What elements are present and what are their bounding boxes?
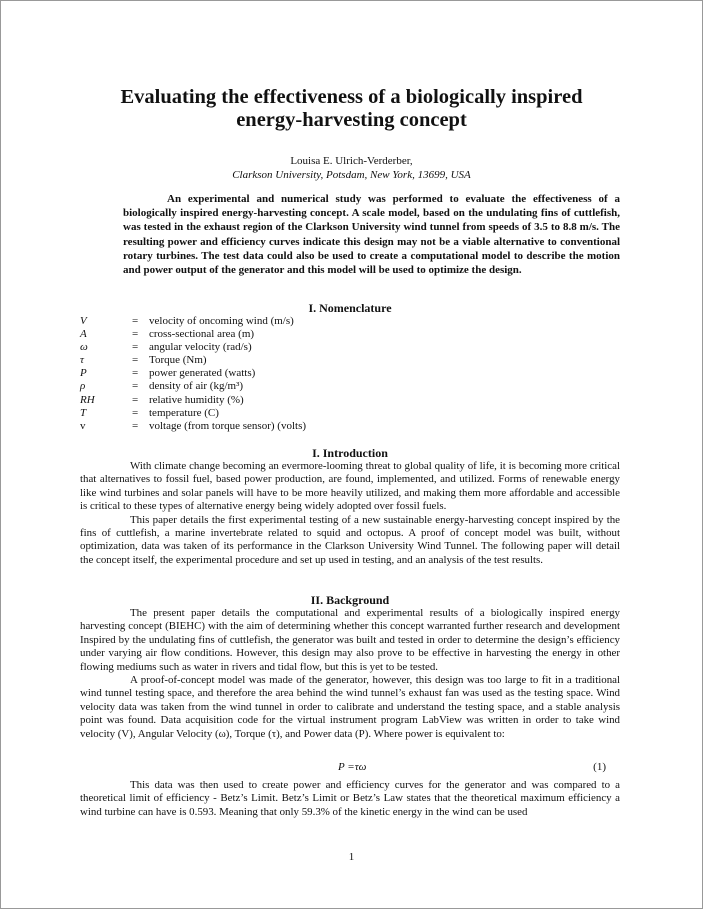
nomenclature-heading: I. Nomenclature <box>308 301 392 315</box>
nomenclature-symbol: T <box>80 406 87 419</box>
paragraph: With climate change becoming an evermore-looming threat to global quality of life, it is becoming more critical that alternatives to fossil fuel, based power production, are found, implemented, and utilized. Forms of renewable energy like wind turbines and solar panels will have to be more heavily utilized, and making them more affordable and accessible is critical to these types of alternative energy being widely adopted over fossil fuels. <box>80 460 620 513</box>
nomenclature-symbol: RH <box>80 393 95 406</box>
title-line-2: energy-harvesting concept <box>236 109 467 131</box>
nomenclature-row <box>80 315 306 328</box>
author-name: Louisa E. Ulrich-Verderber, <box>290 155 413 167</box>
background-body-continued <box>80 779 620 819</box>
equals-sign: = <box>132 419 139 432</box>
title-line-1: Evaluating the effectiveness of a biologically inspired <box>120 86 583 108</box>
affiliation: Clarkson University, Potsdam, New York, 13699, USA <box>232 168 471 181</box>
nomenclature-symbol: V <box>80 315 87 327</box>
nomenclature-list <box>80 315 306 433</box>
nomenclature-row <box>80 420 306 433</box>
nomenclature-row <box>80 407 306 420</box>
paragraph: This data was then used to create power and efficiency curves for the generator and was compared to a theoretical limit of efficiency - Betz’s Limit. Betz’s Limit or Betz’s Law states that the theoretical maximum efficiency a wind turbine can have is 0.593. Meaning that only 59.3% of the kinetic energy in the wind can be used <box>80 779 620 818</box>
background-body <box>80 607 620 741</box>
introduction-heading: I. Introduction <box>312 446 388 460</box>
background-heading: II. Background <box>310 593 390 607</box>
nomenclature-row <box>80 328 306 341</box>
paper-title <box>60 86 643 132</box>
nomenclature-symbol: P <box>80 367 87 380</box>
nomenclature-row <box>80 367 306 380</box>
paragraph: The present paper details the computational and experimental results of a biologically inspired energy harvesting concept (BIEHC) with the aim of determining whether this concept warranted further research and development Inspired by the undulating fins of cuttlefish, the generator was built and tested in order to determine the design’s efficiency under varying air flow conditions. However, this design may also prove to be effective in harvesting the energy in other flowing mediums such as water in rivers and tidal flow, but this is yet to be tested. <box>80 607 620 673</box>
paragraph: A proof-of-concept model was made of the generator, however, this design was too large to fit in a traditional wind tunnel testing space, and therefore the area behind the wind tunnel’s exhaust fan was used as the testing space. Wind velocity data was taken from the wind tunnel in order to calibrate and understand the testing space, and a stable analysis point was found. Data acquisition code for the virtual instrument program LabView was written in order to take wind velocity (V), Angular Velocity (ω), Torque (τ), and Power data (P). Where power is equivalent to: <box>80 674 620 740</box>
equals-sign: = <box>132 380 139 393</box>
nomenclature-symbol: τ <box>80 354 84 367</box>
equals-sign: = <box>132 406 139 419</box>
nomenclature-symbol: ρ <box>80 380 86 393</box>
nomenclature-definition: velocity of oncoming wind (m/s) <box>149 315 294 327</box>
nomenclature-row <box>80 354 306 367</box>
nomenclature-definition: voltage (from torque sensor) (volts) <box>149 419 307 432</box>
nomenclature-symbol: A <box>80 328 87 341</box>
equals-sign: = <box>132 367 139 380</box>
equals-sign: = <box>132 315 139 327</box>
equals-sign: = <box>132 341 139 354</box>
nomenclature-definition: cross-sectional area (m) <box>149 328 255 341</box>
abstract: An experimental and numerical study was performed to evaluate the effectiveness of a biologically inspired energy-harvesting concept. A scale model, based on the undulating fins of cuttlefish, was tested in the exhaust region of the Clarkson University wind tunnel from speeds of 3.5 to 8.8 m/s. The resulting power and efficiency curves indicate this design may not be a viable alternative to conventional rotary turbines. The test data could also be used to create a computational model to describe the motion and power output of the generator and this model will be used to optimize the design. <box>123 193 620 277</box>
equation-number: (1) <box>593 761 606 773</box>
nomenclature-definition: power generated (watts) <box>149 367 256 380</box>
equation-formula: P =τω <box>338 761 367 773</box>
nomenclature-definition: temperature (C) <box>149 406 219 419</box>
equals-sign: = <box>132 328 139 341</box>
equals-sign: = <box>132 393 139 406</box>
equals-sign: = <box>132 354 139 367</box>
introduction-body <box>80 460 620 567</box>
nomenclature-row <box>80 380 306 393</box>
nomenclature-symbol: ω <box>80 341 88 354</box>
paragraph: This paper details the first experimental testing of a new sustainable energy-harvesting concept inspired by the fins of cuttlefish, a marine invertebrate related to squid and octopus. A proof of concept model was built, without optimization, data was taken of its performance in the Clarkson University Wind Tunnel. The following paper will detail the concept itself, the experimental procedure and set up used in testing, and an analysis of the test results. <box>80 513 620 566</box>
nomenclature-row <box>80 341 306 354</box>
page-number: 1 <box>348 851 355 863</box>
nomenclature-definition: angular velocity (rad/s) <box>149 341 252 354</box>
author-block <box>60 155 643 182</box>
nomenclature-definition: density of air (kg/m³) <box>149 380 244 393</box>
nomenclature-symbol: v <box>80 419 86 432</box>
nomenclature-definition: Torque (Nm) <box>149 354 207 367</box>
nomenclature-row <box>80 394 306 407</box>
nomenclature-definition: relative humidity (%) <box>149 393 244 406</box>
